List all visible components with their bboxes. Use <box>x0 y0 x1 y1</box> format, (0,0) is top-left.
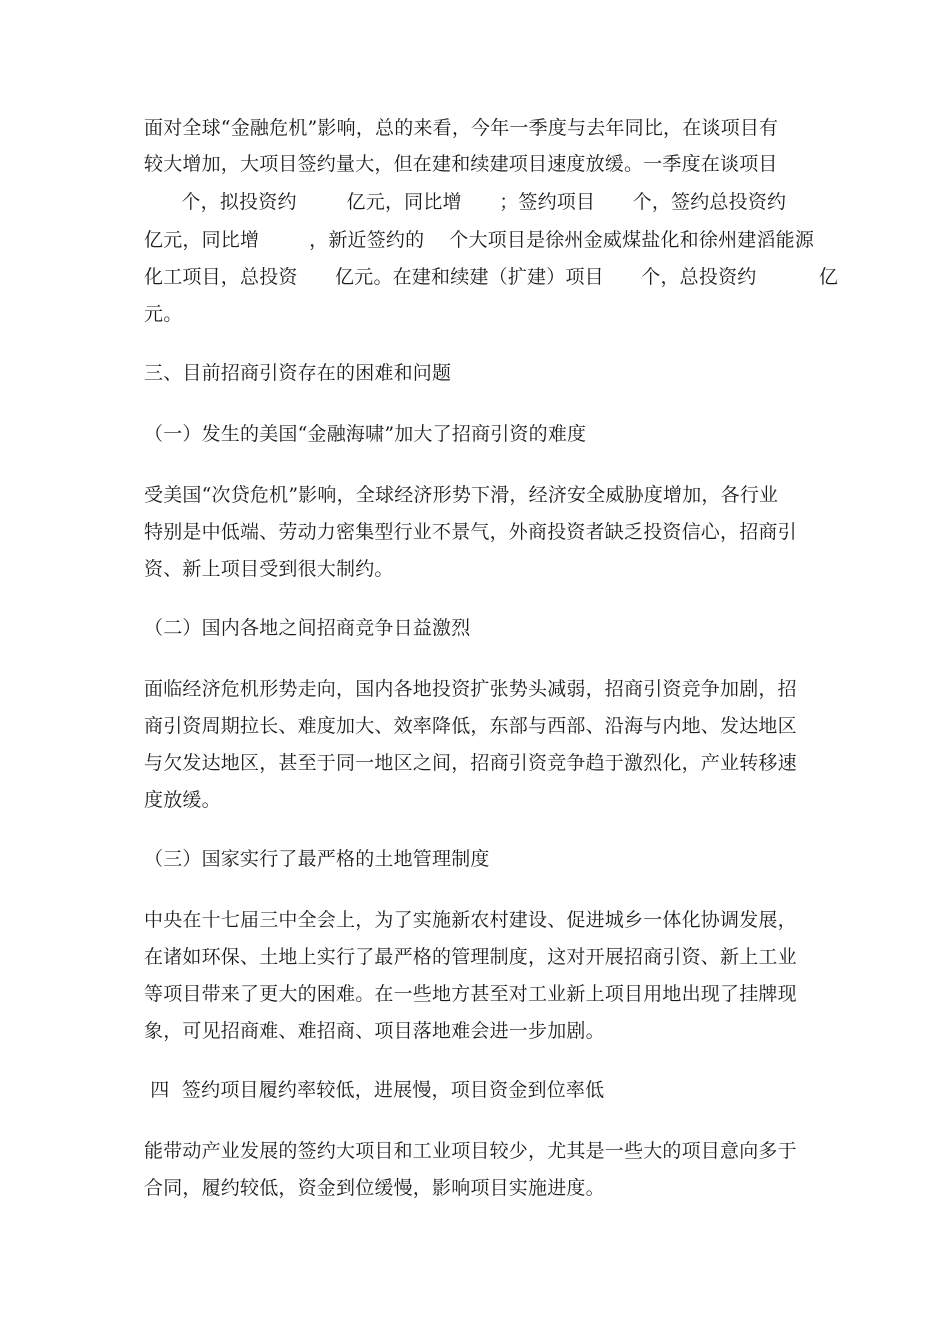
text-line: 商引资周期拉长、难度加大、效率降低，东部与西部、沿海与内地、发达地区 <box>144 715 797 737</box>
text-line: 度放缓。 <box>144 789 221 811</box>
text-line: 资、新上项目受到很大制约。 <box>144 558 394 580</box>
text-line: 元。 <box>144 303 183 325</box>
text-line: 在诸如环保、土地上实行了最严格的管理制度，这对开展招商引资、新上工业 <box>144 946 797 968</box>
text-line: 较大增加，大项目签约量大，但在建和续建项目速度放缓。一季度在谈项目 <box>144 153 778 175</box>
text-line: 面对全球“金融危机”影响，总的来看，今年一季度与去年同比，在谈项目有 <box>144 117 779 139</box>
text-line: 化工项目，总投资 亿元。在建和续建（扩建）项目 个，总投资约 亿 <box>144 266 839 288</box>
text-line: 面临经济危机形势走向，国内各地投资扩张势头减弱，招商引资竞争加剧，招 <box>144 678 797 700</box>
text-line: 象，可见招商难、难招商、项目落地难会进一步加剧。 <box>144 1020 605 1042</box>
text-line: 能带动产业发展的签约大项目和工业项目较少，尤其是一些大的项目意向多于 <box>144 1140 797 1162</box>
text-line: 亿元，同比增 ，新近签约的 个大项目是徐州金威煤盐化和徐州建滔能源 <box>144 229 815 251</box>
text-line: 合同，履约较低，资金到位缓慢，影响项目实施进度。 <box>144 1177 605 1199</box>
subheading-land-management: （三）国家实行了最严格的土地管理制度 <box>144 848 490 870</box>
text-line: 等项目带来了更大的困难。在一些地方甚至对工业新上项目用地出现了挂牌现 <box>144 983 797 1005</box>
subheading-contract-performance: 四 签约项目履约率较低，进展慢，项目资金到位率低 <box>144 1079 605 1101</box>
section-heading: 三、目前招商引资存在的困难和问题 <box>144 362 452 384</box>
subheading-financial-tsunami: （一）发生的美国“金融海啸”加大了招商引资的难度 <box>144 423 587 445</box>
text-line: 中央在十七届三中全会上，为了实施新农村建设、促进城乡一体化协调发展， <box>144 909 797 931</box>
text-line: 与欠发达地区，甚至于同一地区之间，招商引资竞争趋于激烈化，产业转移速 <box>144 752 797 774</box>
text-line: 个，拟投资约 亿元，同比增 ；签约项目 个，签约总投资约 <box>144 191 787 213</box>
subheading-domestic-competition: （二）国内各地之间招商竞争日益激烈 <box>144 617 471 639</box>
text-line: 特别是中低端、劳动力密集型行业不景气，外商投资者缺乏投资信心，招商引 <box>144 521 797 543</box>
text-line: 受美国“次贷危机”影响，全球经济形势下滑，经济安全威胁度增加，各行业 <box>144 484 779 506</box>
